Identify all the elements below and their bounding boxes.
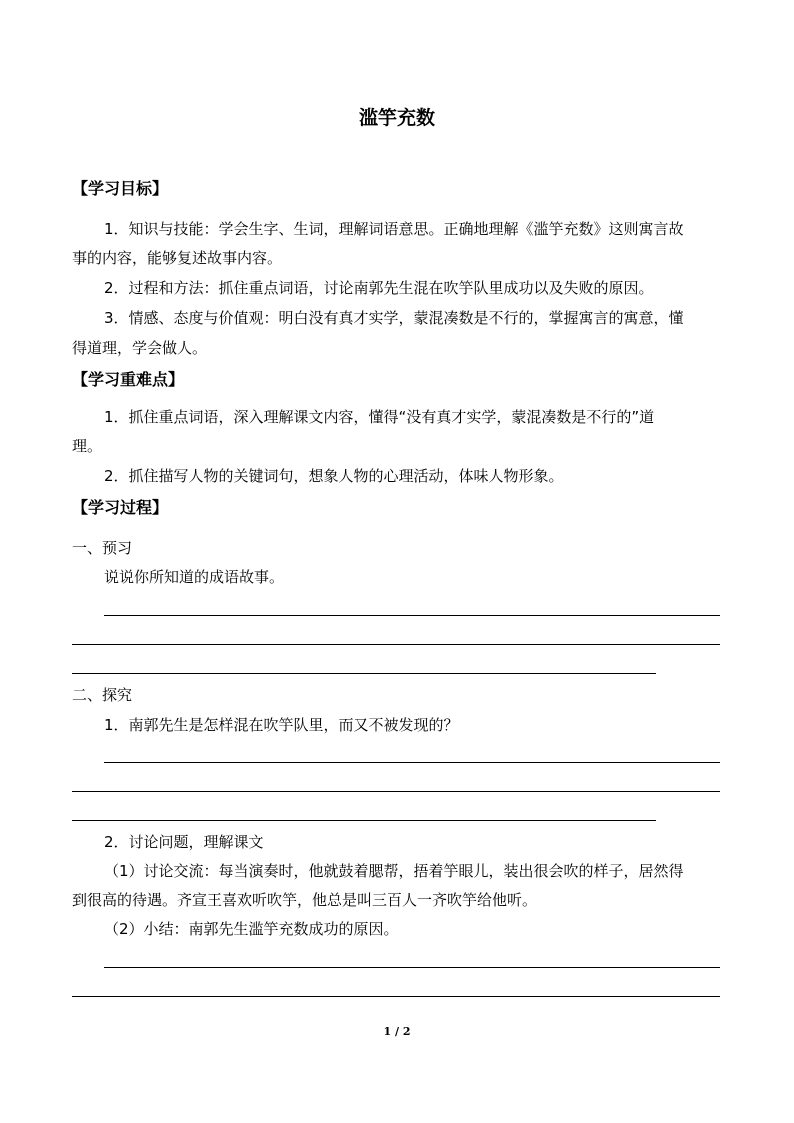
- part-2-title: 二、探究: [72, 686, 133, 704]
- answer-line[interactable]: [104, 615, 720, 616]
- part-1-prompt: 说说你所知道的成语故事。: [104, 568, 285, 586]
- objective-3-line-2: 得道理，学会做人。: [72, 339, 208, 357]
- question-2-sub-2: （2）小结：南郭先生滥竽充数成功的原因。: [104, 920, 399, 938]
- answer-line[interactable]: [72, 644, 720, 645]
- key-point-1-line-2: 理。: [72, 437, 103, 455]
- key-point-1-line-1: 1．抓住重点词语，深入理解课文内容，懂得“没有真才实学，蒙混凑数是不行的”道: [104, 408, 655, 426]
- objective-2: 2．过程和方法：抓住重点词语，讨论南郭先生混在吹竽队里成功以及失败的原因。: [104, 279, 654, 297]
- objective-1-line-1: 1．知识与技能：学会生字、生词，理解词语意思。正确地理解《滥竽充数》这则寓言故: [104, 220, 684, 238]
- part-1-title: 一、预习: [72, 539, 133, 557]
- objective-3-line-1: 3．情感、态度与价值观：明白没有真才实学，蒙混凑数是不行的，掌握寓言的寓意，懂: [104, 309, 684, 327]
- section-heading-objectives: 【学习目标】: [72, 179, 169, 198]
- answer-line[interactable]: [72, 791, 720, 792]
- answer-line[interactable]: [72, 996, 720, 997]
- answer-line[interactable]: [72, 673, 656, 674]
- section-heading-process: 【学习过程】: [72, 498, 169, 517]
- answer-line[interactable]: [104, 967, 720, 968]
- section-heading-key-points: 【学习重难点】: [72, 370, 185, 389]
- key-point-2: 2．抓住描写人物的关键词句，想象人物的心理活动，体味人物形象。: [104, 467, 564, 485]
- answer-line[interactable]: [72, 820, 656, 821]
- question-1: 1．南郭先生是怎样混在吹竽队里，而又不被发现的？: [104, 716, 459, 734]
- question-2-sub-1-line-1: （1）讨论交流：每当演奏时，他就鼓着腮帮，捂着竽眼儿，装出很会吹的样子，居然得: [104, 862, 684, 880]
- document-title: 滥竽充数: [358, 107, 435, 129]
- question-2-sub-1-line-2: 到很高的待遇。齐宣王喜欢听吹竽，他总是叫三百人一齐吹竽给他听。: [72, 891, 538, 909]
- page-indicator: 1 / 2: [383, 1025, 411, 1038]
- objective-1-line-2: 事的内容，能够复述故事内容。: [72, 249, 283, 267]
- question-2: 2．讨论问题，理解课文: [104, 833, 264, 851]
- answer-line[interactable]: [104, 762, 720, 763]
